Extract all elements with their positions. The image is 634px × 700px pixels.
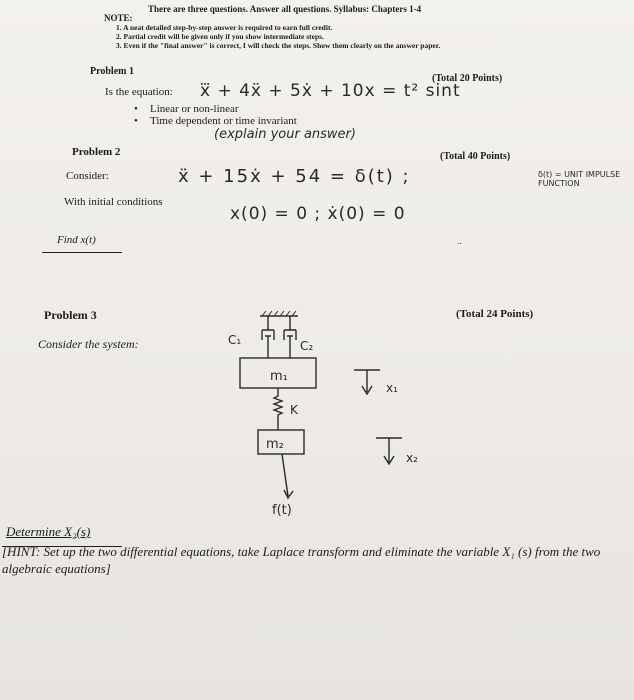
damper-c1 <box>262 316 274 358</box>
problem1-question: Is the equation: <box>105 86 173 98</box>
problem2-points: (Total 40 Points) <box>440 151 511 162</box>
problem1-equation: x⃛ + 4ẍ + 5ẋ + 10x = t² sint <box>200 81 461 101</box>
label-x1: x₁ <box>386 381 398 395</box>
note-label: NOTE: <box>104 13 133 23</box>
problem3-hint: [HINT: Set up the two differential equations, take Laplace transform and eliminate the variable X₁ (s) from the two algebraic equations] <box>2 544 601 576</box>
problem1-title: Problem 1 <box>90 66 134 77</box>
ground-hatch <box>262 311 296 316</box>
header-intro: There are three questions. Answer all questions. Syllabus: Chapters 1-4 <box>148 4 422 14</box>
label-m1: m₁ <box>270 369 288 384</box>
label-x2: x₂ <box>406 451 418 465</box>
spring-k <box>274 388 282 430</box>
problem2-find: Find x(t) <box>57 234 96 246</box>
problem3-points: (Total 24 Points) <box>456 308 534 320</box>
problem3-consider: Consider the system: <box>38 337 139 351</box>
stray-mark: .. <box>457 236 462 247</box>
bullet-linear: • Linear or non-linear <box>150 103 297 115</box>
x1-arrow <box>354 370 380 394</box>
label-force: f(t) <box>272 503 292 518</box>
x2-arrow <box>376 438 402 464</box>
find-underline <box>42 252 122 253</box>
problem3-title: Problem 3 <box>44 308 97 322</box>
note-3: 3. Even if the "final answer" is correct, I will check the steps. Show them clearly on the answer paper. <box>116 41 441 50</box>
problem2-equation: ẍ + 15ẋ + 54 = δ(t) ; <box>178 166 411 187</box>
damper-c2 <box>284 316 296 358</box>
force-arrow <box>282 454 293 498</box>
initial-conditions: x(0) = 0 ; ẋ(0) = 0 <box>230 204 406 224</box>
delta-definition: δ(t) = UNIT IMPULSE FUNCTION <box>538 170 621 188</box>
note-1: 1. A neat detailed step-by-step answer is required to earn full credit. <box>116 23 333 32</box>
problem1-bullets <box>150 103 297 127</box>
mass-spring-diagram <box>190 300 490 520</box>
note-2: 2. Partial credit will be given only if you show intermediate steps. <box>116 32 324 41</box>
bullet-time: • Time dependent or time invariant <box>150 115 297 127</box>
problem2-with-initial: With initial conditions <box>64 196 163 208</box>
problem1-points: (Total 20 Points) <box>432 73 503 84</box>
problem1-note: (explain your answer) <box>214 127 356 142</box>
label-k: K <box>290 403 298 417</box>
label-c2: C₂ <box>300 339 314 353</box>
problem2-consider: Consider: <box>66 170 109 182</box>
problem2-title: Problem 2 <box>72 146 121 158</box>
notes-list <box>116 23 440 50</box>
label-m2: m₂ <box>266 437 284 452</box>
label-c1: C₁ <box>228 333 242 347</box>
problem3-determine: Determine X₂(s) <box>6 524 91 539</box>
